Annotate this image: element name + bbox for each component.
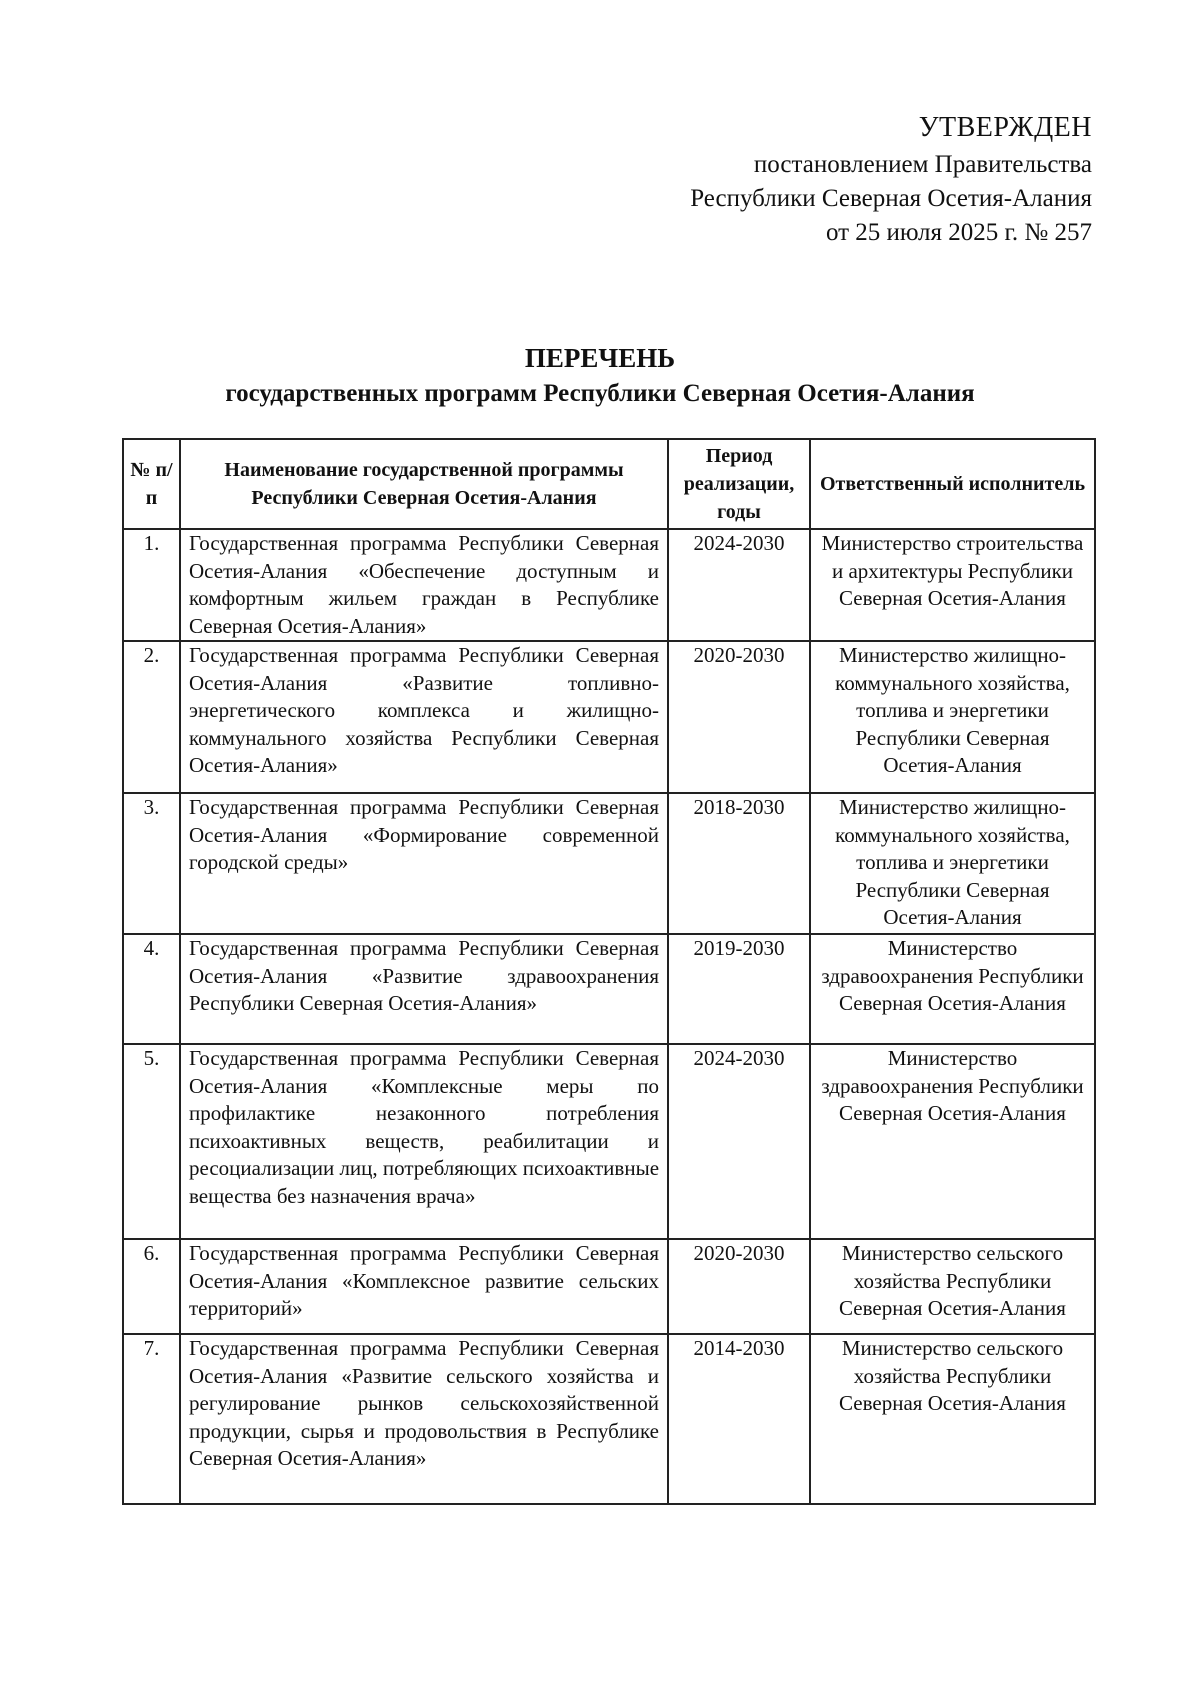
row-executor: Министерство сельского хозяйства Республики Северная Осетия-Алания <box>810 1334 1095 1504</box>
approval-heading: УТВЕРЖДЕН <box>918 112 1092 143</box>
row-program-name: Государственная программа Республики Северная Осетия-Алания «Формирование современной городской среды» <box>180 793 668 934</box>
row-program-name: Государственная программа Республики Северная Осетия-Алания «Комплексное развитие сельских территорий» <box>180 1239 668 1334</box>
row-num: 3. <box>123 793 180 934</box>
row-executor: Министерство здравоохранения Республики Северная Осетия-Алания <box>810 1044 1095 1239</box>
row-num: 1. <box>123 529 180 641</box>
header-period: Период реализации, годы <box>668 439 810 529</box>
header-name: Наименование государственной программы Республики Северная Осетия-Алания <box>180 439 668 529</box>
row-program-name: Государственная программа Республики Северная Осетия-Алания «Развитие сельского хозяйства и регулирование рынков сельскохозяйственной продукции, сырья и продовольствия в Республике Северная Осетия-Алания» <box>180 1334 668 1504</box>
table-row <box>123 529 1095 641</box>
table-row <box>123 1334 1095 1504</box>
row-period: 2024-2030 <box>668 1044 810 1239</box>
row-period: 2014-2030 <box>668 1334 810 1504</box>
row-period: 2019-2030 <box>668 934 810 1044</box>
row-period: 2020-2030 <box>668 1239 810 1334</box>
title-sub: государственных программ Республики Северная Осетия-Алания <box>225 380 975 407</box>
row-num: 5. <box>123 1044 180 1239</box>
row-period: 2020-2030 <box>668 641 810 793</box>
programs-table <box>122 438 1096 1505</box>
row-program-name: Государственная программа Республики Северная Осетия-Алания «Развитие здравоохранения Республики Северная Осетия-Алания» <box>180 934 668 1044</box>
row-num: 7. <box>123 1334 180 1504</box>
document-title <box>120 340 1080 412</box>
table-row <box>123 1239 1095 1334</box>
row-program-name: Государственная программа Республики Северная Осетия-Алания «Обеспечение доступным и комфортным жильем граждан в Республике Северная Осетия-Алания» <box>180 529 668 641</box>
row-executor: Министерство строительства и архитектуры Республики Северная Осетия-Алания <box>810 529 1095 641</box>
approval-stamp <box>690 108 1092 250</box>
table-row <box>123 1044 1095 1239</box>
row-executor: Министерство жилищно-коммунального хозяйства, топлива и энергетики Республики Северная Осетия-Алания <box>810 793 1095 934</box>
header-executor: Ответственный исполнитель <box>810 439 1095 529</box>
row-executor: Министерство жилищно-коммунального хозяйства, топлива и энергетики Республики Северная Осетия-Алания <box>810 641 1095 793</box>
table-row <box>123 793 1095 934</box>
row-executor: Министерство здравоохранения Республики Северная Осетия-Алания <box>810 934 1095 1044</box>
approval-line-2: Республики Северная Осетия-Алания <box>690 185 1092 212</box>
row-num: 6. <box>123 1239 180 1334</box>
table-row <box>123 934 1095 1044</box>
header-num: № п/п <box>123 439 180 529</box>
row-period: 2024-2030 <box>668 529 810 641</box>
approval-line-3: от 25 июля 2025 г. № 257 <box>825 219 1092 246</box>
row-executor: Министерство сельского хозяйства Республики Северная Осетия-Алания <box>810 1239 1095 1334</box>
row-period: 2018-2030 <box>668 793 810 934</box>
row-program-name: Государственная программа Республики Северная Осетия-Алания «Комплексные меры по профилактике незаконного потребления психоактивных веществ, реабилитации и ресоциализации лиц, потребляющих психоактивные вещества без назначения врача» <box>180 1044 668 1239</box>
row-num: 4. <box>123 934 180 1044</box>
table-row <box>123 641 1095 793</box>
approval-line-1: постановлением Правительства <box>753 151 1092 178</box>
table-header-row <box>123 439 1095 529</box>
row-program-name: Государственная программа Республики Северная Осетия-Алания «Развитие топливно-энергетического комплекса и жилищно-коммунального хозяйства Республики Северная Осетия-Алания» <box>180 641 668 793</box>
row-num: 2. <box>123 641 180 793</box>
title-main: ПЕРЕЧЕНЬ <box>524 343 676 373</box>
